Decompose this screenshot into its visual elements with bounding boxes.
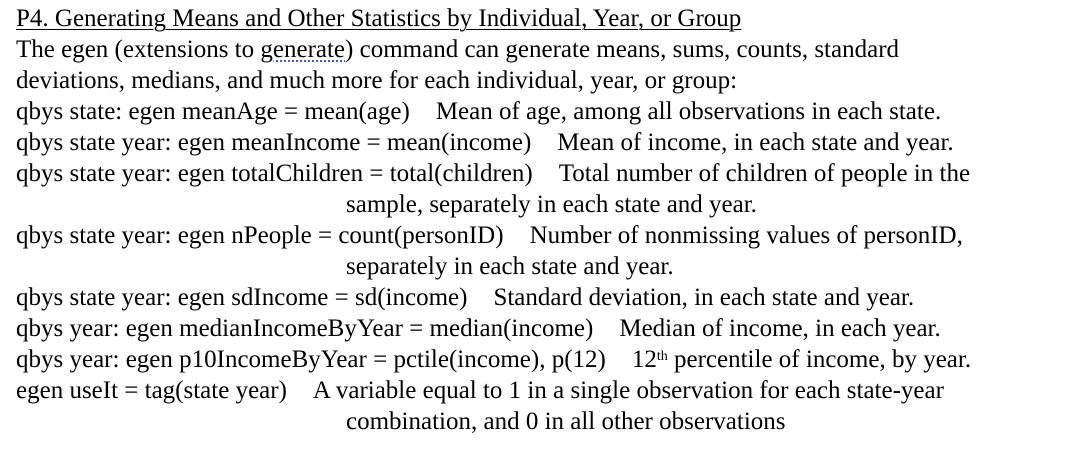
command-description-continued: separately in each state and year. [346, 253, 674, 280]
command-description: Number of nonmissing values of personID, [529, 222, 963, 249]
command-description [632, 346, 971, 373]
command-row [16, 158, 1074, 189]
command-code: qbys year: egen p10IncomeByYear = pctile(income), p(12) [16, 346, 606, 373]
ordinal-suffix: th [656, 349, 668, 364]
intro-text-part1: The egen (extensions to [16, 36, 261, 63]
command-description: Standard deviation, in each state and year. [493, 284, 915, 311]
description-text: percentile of income, by year. [667, 346, 972, 373]
document-body [16, 3, 1074, 437]
command-row [16, 313, 1074, 344]
command-code: qbys state: egen meanAge = mean(age) [16, 98, 410, 125]
command-row [16, 220, 1074, 251]
command-row [16, 344, 1074, 375]
command-description: A variable equal to 1 in a single observation for each state-year [312, 377, 944, 404]
command-code: egen useIt = tag(state year) [16, 377, 287, 404]
command-row [16, 375, 1074, 406]
intro-line-2: deviations, medians, and much more for each individual, year, or group: [16, 67, 738, 94]
command-description: Median of income, in each year. [619, 315, 941, 342]
ordinal-number: 12 [631, 346, 657, 373]
command-description-continued: combination, and 0 in all other observations [346, 408, 786, 435]
command-row [16, 282, 1074, 313]
command-row [16, 127, 1074, 158]
command-description: Total number of children of people in the [558, 160, 971, 187]
flagged-word: generate [260, 36, 346, 63]
command-description: Mean of age, among all observations in each state. [435, 98, 942, 125]
intro-text-part2: ) command can generate means, sums, counts, standard [345, 36, 900, 63]
intro-line-1 [16, 34, 1074, 65]
command-description-continued: sample, separately in each state and year. [346, 191, 757, 218]
section-title: P4. Generating Means and Other Statistics by Individual, Year, or Group [16, 5, 742, 32]
command-code: qbys state year: egen sdIncome = sd(income) [16, 284, 468, 311]
command-code: qbys state year: egen meanIncome = mean(income) [16, 129, 532, 156]
command-code: qbys state year: egen nPeople = count(personID) [16, 222, 504, 249]
command-description: Mean of income, in each state and year. [557, 129, 954, 156]
command-code: qbys year: egen medianIncomeByYear = median(income) [16, 315, 594, 342]
command-code: qbys state year: egen totalChildren = total(children) [16, 160, 533, 187]
command-row [16, 96, 1074, 127]
